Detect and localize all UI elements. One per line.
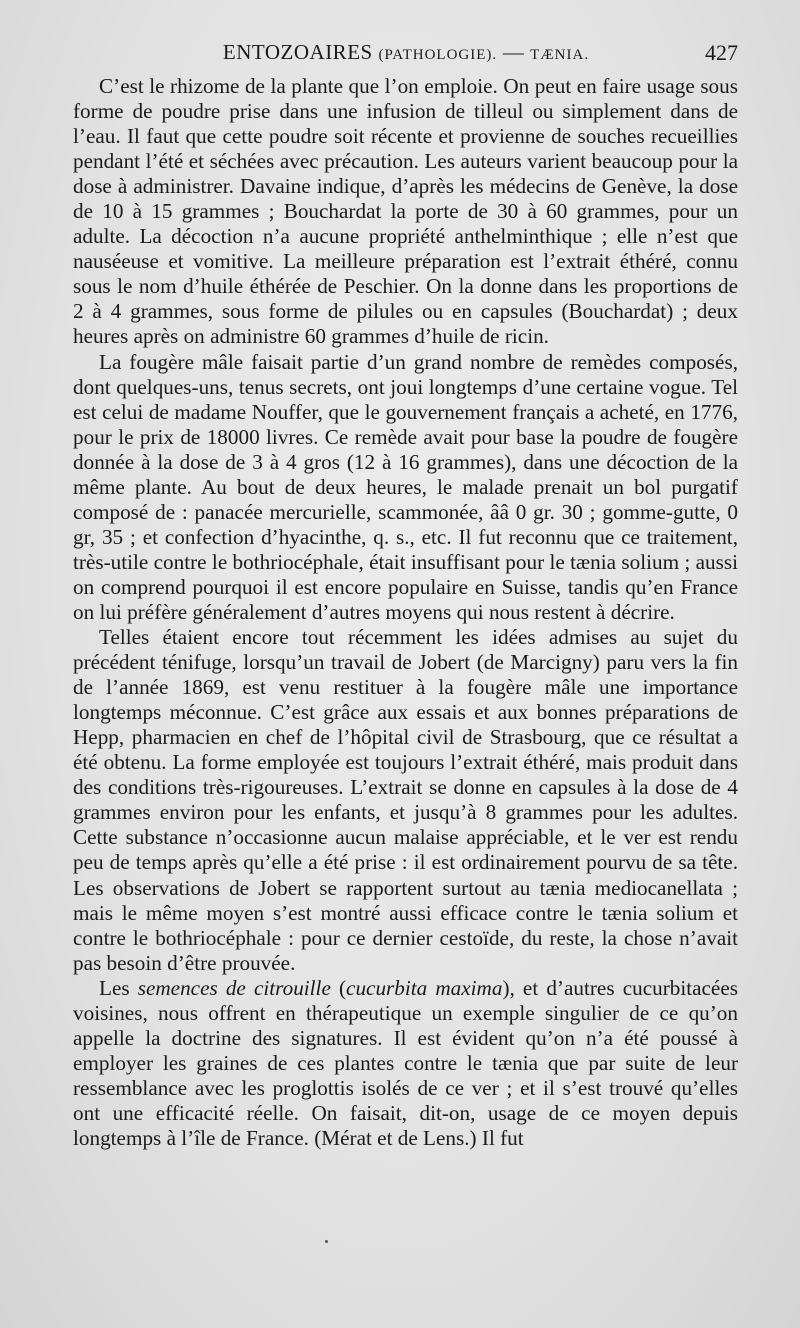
running-title-subtitle: (PATHOLOGIE). [378, 47, 498, 63]
running-title [74, 40, 738, 65]
paragraph-fougere: La fougère mâle faisait partie d’un grand nombre de remèdes composés, dont quelques-uns, tenus secrets, ont joui longtemps d’une certaine vogue. Tel est celui de madame Nouffer, que le gouvernement français a acheté, en 1776, pour le prix de 18000 livres. Ce remède avait pour base la poudre de fougère donnée à la dose de 3 à 4 gros (12 à 16 grammes), dans une décoction de la même plante. Au bout de deux heures, le malade prenait un bol purgatif composé de : panacée mercurielle, scammonée, ââ 0 gr. 30 ; gomme-gutte, 0 gr, 35 ; et confection d’hyacinthe, q. s., etc. Il fut reconnu que ce traitement, très-utile contre le bothriocéphale, était insuffisant pour le tænia solium ; aussi on comprend pourquoi il est encore populaire en Suisse, tandis qu’en France on lui préfère généralement d’autres moyens qui nous restent à décrire. [73, 349, 738, 624]
citrouille-term: semences de citrouille [137, 975, 331, 1000]
citrouille-latin: cucurbita maxima [346, 975, 503, 1000]
paragraph-citrouille [73, 976, 738, 1151]
print-speck [325, 1240, 328, 1243]
citrouille-lead: Les [99, 975, 138, 1000]
running-head [74, 40, 738, 72]
body-text [73, 74, 738, 1151]
citrouille-paren: ( [330, 975, 347, 1000]
page-number: 427 [705, 40, 738, 65]
running-title-separator: — [502, 40, 525, 64]
running-title-section: TÆNIA. [530, 47, 590, 63]
running-title-main: ENTOZOAIRES [222, 40, 373, 64]
paragraph-rhizome: C’est le rhizome de la plante que l’on emploie. On peut en faire usage sous forme de poudre prise dans une infusion de tilleul ou simplement dans de l’eau. Il faut que cette poudre soit récente et provienne de souches recueillies pendant l’été et séchées avec précaution. Les auteurs varient beaucoup pour la dose à administrer. Davaine indique, d’après les médecins de Genève, la dose de 10 à 15 grammes ; Bouchardat la porte de 30 à 60 grammes, pour un adulte. La décoction n’a aucune propriété anthelminthique ; elle n’est que nauséeuse et vomitive. La meilleure préparation est l’extrait éthéré, connu sous le nom d’huile éthérée de Peschier. On la donne dans les proportions de 2 à 4 grammes, sous forme de pilules ou en capsules (Bouchardat) ; deux heures après on administre 60 grammes d’huile de ricin. [73, 74, 738, 349]
paragraph-jobert: Telles étaient encore tout récemment les idées admises au sujet du précédent ténifuge, lorsqu’un travail de Jobert (de Marcigny) paru vers la fin de l’année 1869, est venu restituer à la fougère mâle une importance longtemps méconnue. C’est grâce aux essais et aux bonnes préparations de Hepp, pharmacien en chef de l’hôpital civil de Strasbourg, que ce résultat a été obtenu. La forme employée est toujours l’extrait éthéré, mais produit dans des conditions très-rigoureuses. L’extrait se donne en capsules à la dose de 4 grammes environ pour les enfants, et jusqu’à 8 grammes pour les adultes. Cette substance n’occasionne aucun malaise appréciable, et le ver est rendu peu de temps après qu’elle a été prise : il est ordinairement pourvu de sa tête. Les observations de Jobert se rapportent surtout au tænia mediocanellata ; mais le même moyen s’est montré aussi efficace contre le tænia solium et contre le bothriocéphale : pour ce dernier cestoïde, du reste, la chose n’avait pas besoin d’être prouvée. [73, 625, 738, 975]
citrouille-rest: ), et d’autres cucurbitacées voisines, nous offrent en thérapeutique un exemple singulier de ce qu’on appelle la doctrine des signatures. Il est évident qu’on n’a été poussé à employer les graines de ces plantes contre le tænia que par suite de leur ressemblance avec les proglottis isolés de ce ver ; et il s’est trouvé qu’elles ont une efficacité réelle. On faisait, dit-on, usage de ce moyen depuis longtemps à l’île de France. (Mérat et de Lens.) Il fut [73, 975, 738, 1150]
